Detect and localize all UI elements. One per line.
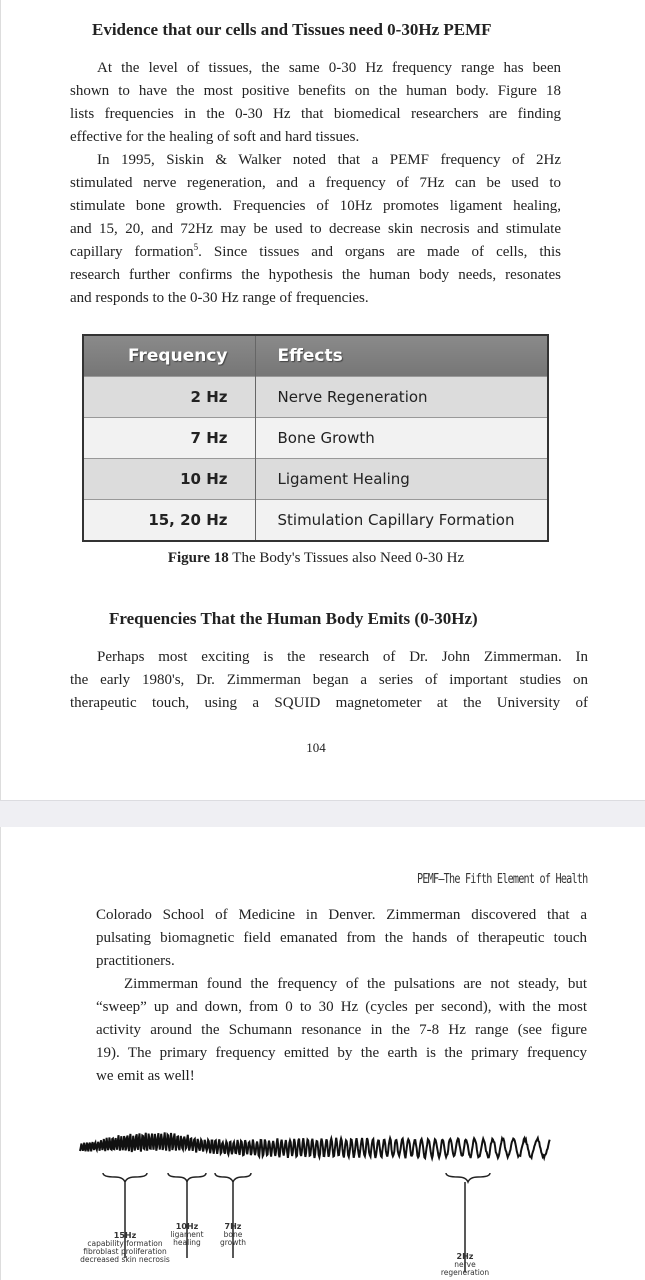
text-line: activity around the Schumann resonance in the 7-8 Hz range (see figure bbox=[96, 1022, 587, 1038]
label-15hz bbox=[75, 1232, 175, 1264]
text-line: we emit as well! bbox=[96, 1068, 195, 1084]
figure-caption bbox=[1, 550, 631, 567]
caption-label: Figure 18 bbox=[167, 550, 229, 566]
header-frequency: Frequency bbox=[83, 335, 255, 377]
section-heading: Frequencies That the Human Body Emits (0-30Hz) bbox=[109, 609, 478, 628]
label-desc: capability formation bbox=[87, 1239, 163, 1248]
table-row bbox=[83, 377, 548, 418]
text-line: and responds to the 0-30 Hz range of frequencies. bbox=[70, 290, 369, 306]
section-heading: Evidence that our cells and Tissues need 0-30Hz PEMF bbox=[92, 20, 492, 39]
page-separator bbox=[0, 800, 645, 828]
text-line bbox=[70, 241, 561, 264]
cell-frequency: 10 Hz bbox=[83, 459, 255, 500]
text-line: stimulate bone growth. Frequencies of 10Hz promotes ligament healing, bbox=[70, 198, 561, 214]
text-line: and 15, 20, and 72Hz may be used to decrease skin necrosis and stimulate bbox=[70, 221, 561, 237]
table-row bbox=[83, 418, 548, 459]
text-fragment: . Since tissues and organs are made of cells, this bbox=[198, 244, 562, 260]
page-number: 104 bbox=[306, 740, 326, 755]
label-freq: 2Hz bbox=[456, 1252, 474, 1261]
cell-frequency: 2 Hz bbox=[83, 377, 255, 418]
label-desc: fibroblast proliferation bbox=[83, 1247, 167, 1256]
label-desc: growth bbox=[219, 1238, 247, 1247]
text-line: therapeutic touch, using a SQUID magnetometer at the University of bbox=[70, 695, 588, 711]
footnote-ref[interactable]: 5 bbox=[193, 242, 199, 252]
label-desc: regeneration bbox=[440, 1268, 490, 1277]
cell-effect: Bone Growth bbox=[255, 418, 548, 459]
text-line: At the level of tissues, the same 0-30 Hz frequency range has been bbox=[97, 60, 561, 76]
running-head: PEMF—The Fifth Element of Health bbox=[416, 872, 587, 887]
label-freq: 10Hz bbox=[175, 1222, 199, 1231]
text-line: the early 1980's, Dr. Zimmerman began a series of important studies on bbox=[70, 672, 588, 688]
text-line: In 1995, Siskin & Walker noted that a PEMF frequency of 2Hz bbox=[97, 152, 561, 168]
text-line: research further confirms the hypothesis the human body needs, resonates bbox=[70, 267, 561, 283]
text-line: shown to have the most positive benefits on the human body. Figure 18 bbox=[70, 83, 561, 99]
table-header-row bbox=[83, 335, 548, 377]
label-desc: ligament bbox=[170, 1230, 204, 1239]
label-7hz bbox=[213, 1223, 253, 1247]
header-effects: Effects bbox=[255, 335, 548, 377]
text-line: Perhaps most exciting is the research of Dr. John Zimmerman. In bbox=[97, 649, 588, 665]
label-10hz bbox=[167, 1223, 207, 1247]
text-line: effective for the healing of soft and hard tissues. bbox=[70, 129, 360, 145]
text-line: Colorado School of Medicine in Denver. Zimmerman discovered that a bbox=[96, 907, 587, 923]
caption-text: The Body's Tissues also Need 0-30 Hz bbox=[228, 550, 465, 566]
table-row bbox=[83, 459, 548, 500]
label-desc: bone bbox=[223, 1230, 243, 1239]
frequency-effects-table bbox=[82, 334, 549, 542]
label-desc: healing bbox=[173, 1238, 201, 1247]
text-line: pulsating biomagnetic field emanated from the hands of therapeutic touch bbox=[96, 930, 587, 946]
cell-frequency: 7 Hz bbox=[83, 418, 255, 459]
text-line: “sweep” up and down, from 0 to 30 Hz (cycles per second), with the most bbox=[96, 999, 587, 1015]
cell-frequency: 15, 20 Hz bbox=[83, 500, 255, 542]
cell-effect: Nerve Regeneration bbox=[255, 377, 548, 418]
label-freq: 15Hz bbox=[113, 1231, 137, 1240]
label-desc: nerve bbox=[454, 1260, 476, 1269]
label-2hz bbox=[440, 1253, 490, 1277]
text-line: stimulated nerve regeneration, and a frequency of 7Hz can be used to bbox=[70, 175, 561, 191]
text-line: practitioners. bbox=[96, 953, 175, 969]
label-freq: 7Hz bbox=[224, 1222, 242, 1231]
text-line: Zimmerman found the frequency of the pulsations are not steady, but bbox=[124, 976, 587, 992]
label-desc: decreased skin necrosis bbox=[80, 1255, 170, 1264]
cell-effect: Stimulation Capillary Formation bbox=[255, 500, 548, 542]
text-line: 19). The primary frequency emitted by the earth is the primary frequency bbox=[96, 1045, 587, 1061]
waveform-line bbox=[80, 1132, 550, 1158]
cell-effect: Ligament Healing bbox=[255, 459, 548, 500]
table-row bbox=[83, 500, 548, 542]
text-fragment: capillary formation bbox=[70, 244, 194, 260]
text-line: lists frequencies in the 0-30 Hz that biomedical researchers are finding bbox=[70, 106, 561, 122]
